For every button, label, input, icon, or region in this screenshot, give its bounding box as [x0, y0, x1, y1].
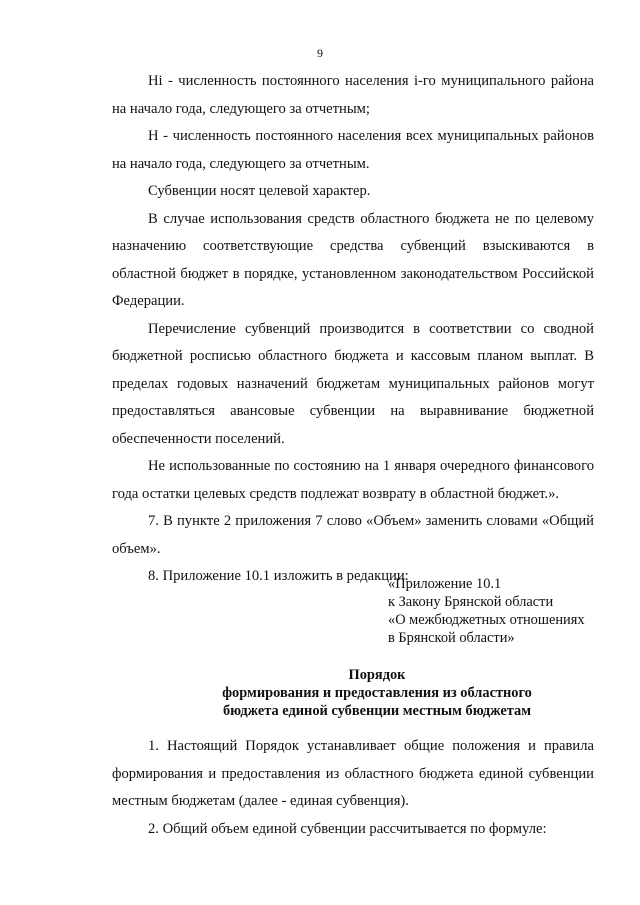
paragraph: 7. В пункте 2 приложения 7 слово «Объем» заменить словами «Общий объем».	[112, 513, 594, 557]
paragraph: Hi - численность постоянного населения i-го муниципального района на начало года, следующего за отчетным;	[112, 73, 594, 117]
heading-line: формирования и предоставления из областного	[222, 685, 532, 701]
appendix-line: «Приложение 10.1	[388, 576, 502, 592]
appendix-line: «О межбюджетных отношениях	[388, 612, 585, 628]
heading-line: бюджета единой субвенции местным бюджетам	[222, 703, 532, 719]
paragraph: Не использованные по состоянию на 1 января очередного финансового года остатки целевых средств подлежат возврату в областной бюджет.».	[112, 458, 594, 502]
heading-line: Порядок	[348, 667, 406, 683]
appendix-line: в Брянской области»	[388, 630, 515, 646]
paragraph: Перечисление субвенций производится в соответствии со сводной бюджетной росписью областного бюджета и кассовым планом выплат. В пределах годовых назначений бюджетам муниципальных районов могут предоставляться авансовые субвенции на выравнивание бюджетной обеспеченности поселений.	[112, 320, 594, 447]
main-text	[112, 68, 594, 591]
paragraph: В случае использования средств областного бюджета не по целевому назначению соответствующие средства субвенций взыскиваются в областной бюджет в порядке, установленном законодательством Российской Федерации.	[112, 210, 594, 309]
appendix-note	[388, 575, 618, 647]
paragraph: 8. Приложение 10.1 изложить в редакции:	[148, 568, 409, 584]
page-number: 9	[317, 46, 323, 60]
paragraph: 1. Настоящий Порядок устанавливает общие положения и правила формирования и предоставления из областного бюджета единой субвенции местным бюджетам (далее - единая субвенция).	[112, 738, 594, 809]
appendix-line: к Закону Брянской области	[388, 594, 554, 610]
paragraph: 2. Общий объем единой субвенции рассчитывается по формуле:	[148, 820, 547, 837]
section-heading	[112, 666, 640, 720]
paragraph: Субвенции носят целевой характер.	[148, 183, 371, 199]
procedure-text	[112, 733, 594, 843]
paragraph: H - численность постоянного населения всех муниципальных районов на начало года, следующего за отчетным.	[112, 128, 594, 172]
